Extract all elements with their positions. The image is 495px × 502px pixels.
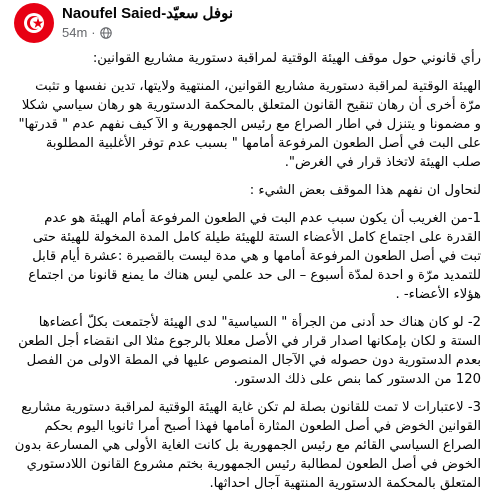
post-paragraph-lead: لنحاول ان نفهم هذا الموقف بعض الشيء :	[249, 183, 481, 198]
tunisia-flag-icon[interactable]	[14, 3, 54, 43]
post-subline	[62, 25, 233, 41]
star-icon	[32, 17, 44, 29]
globe-icon[interactable]	[100, 27, 112, 39]
post-paragraph-point-2: 2- لو كان هناك حد أدنى من الجرأة " السياسية" لدى الهيئة لأجتمعت بكلّ أعضاءها الستة و لكان بإمكانها اصدار قرار في الأصل معللا بالرجوع مثلا الى انقضاء أجل الطعن بعدم الدستورية دون حصوله في الآجال المنصوص عليها في المطة الاولى من الفصل 120 من الدستور كما بنص على ذلك الدستور.	[18, 315, 481, 387]
separator-dot: ·	[91, 25, 96, 40]
post-meta	[62, 5, 233, 41]
author-name[interactable]: Naoufel Saied-نوفل سعيّد	[62, 5, 234, 22]
post-paragraph-point-1: 1-من الغريب أن يكون سبب عدم البت في الطعون المرفوعة أمام الهيئة هو عدم القدرة على اجتماع كامل الأعضاء الستة للهيئة طيلة كامل المدة المخولة للهيئة حتى تبت في أصل الطعون المرفوعة أمامها و هي مدة ليست بالقصيرة :عشرة أيام قابل للتمديد مرّة و احدة لمدّة أسبوع – الى حد علمي ليس هناك ما يمنع قانونا من اجتماع هؤلاء الأعضاء- .	[28, 211, 481, 302]
post-body	[14, 49, 481, 502]
post-time[interactable]: 54m	[62, 25, 88, 40]
post-paragraph-point-3: 3- لاعتبارات لا تمت للقانون بصلة لم تكن غاية الهيئة الوقتية لمراقبة دستورية مشاريع القوانين الخوض في أصل الطعون المثارة أمامها فهذا أصبح أمرا ثانويا اليوم بحكم الصراع السياسي القائم مع رئيس الجمهورية بل كانت الغاية الأولى هي المسارعة بدون الخوض في أصل الطعون لمطالبة رئيس الجمهورية بختم مشروع القانون اللادستوري المتعلق بالمحكمة الدستورية المنتهية آجال احداثها.	[14, 400, 481, 491]
post-header	[14, 3, 233, 43]
post-paragraph-intro: الهيئة الوقتية لمراقبة دستورية مشاريع القوانين، المنتهية ولايتها، تدين نفسها و تثبت مرّة أخرى أن رهان تنقيح القانون المتعلق بالمحكمة الدستورية هو رهان سياسي شكلا و مضمونا و يتنزل في اطار الصراع مع رئيس الجمهورية و الآ كيف نفهم عدم " قدرتها" على البت في أصل الطعون المرفوعة أمامها " بسبب عدم توفر الأغلبية المطلوبة صلب الهيئة لاتخاذ قرار في الغرض".	[18, 79, 481, 170]
post-paragraph-title: رأي قانوني حول موقف الهيئة الوقتية لمراقبة دستورية مشاريع القوانين:	[92, 51, 481, 66]
